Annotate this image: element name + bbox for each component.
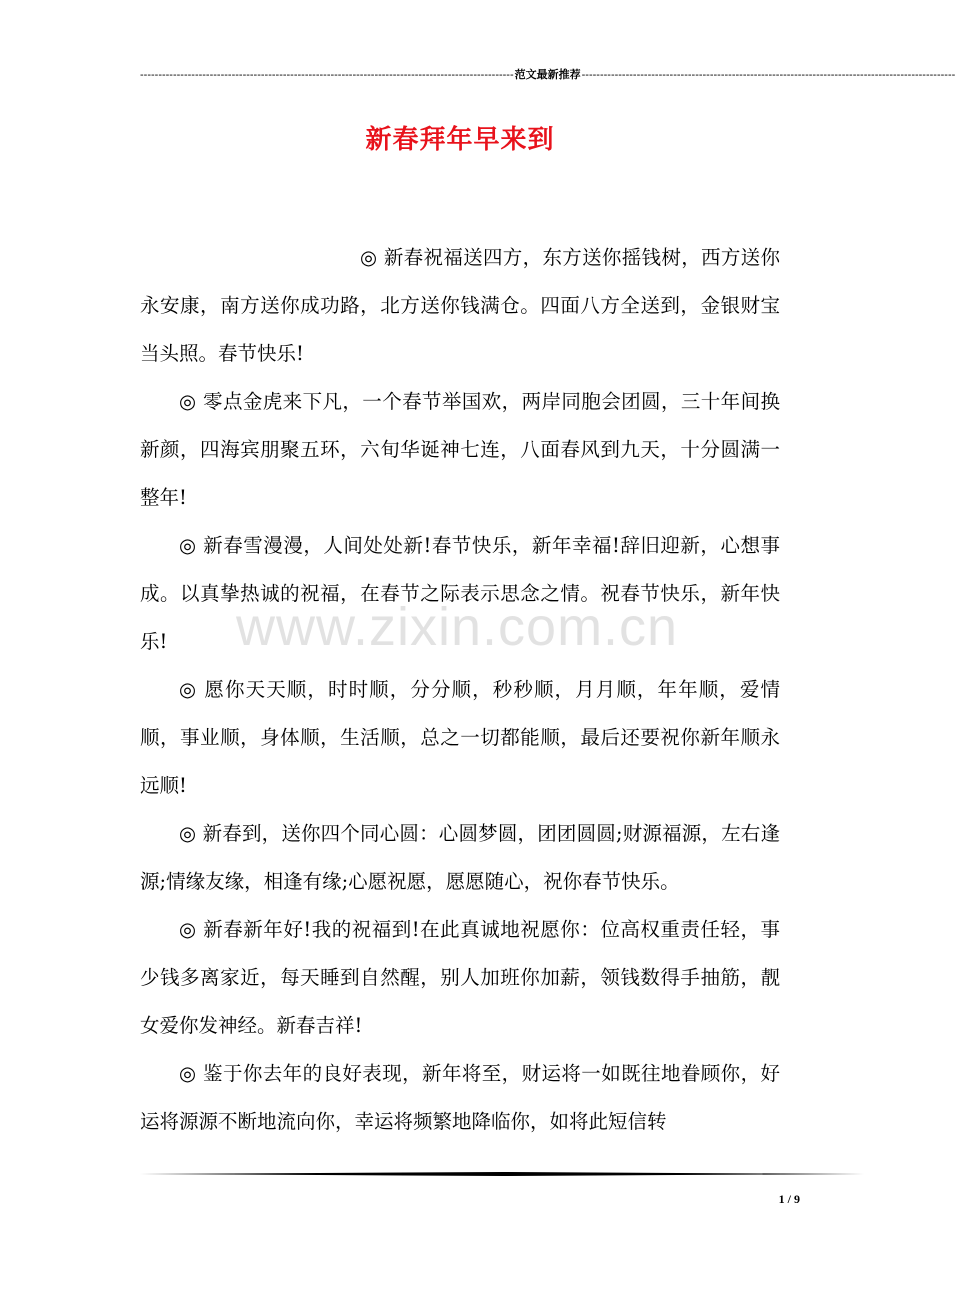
header-rule-right: ------------------------------------------------------------------------------------------------------ <box>581 69 955 81</box>
paragraph-3: ◎ 新春雪漫漫，人间处处新!春节快乐，新年幸福!辞旧迎新，心想事成。以真挚热诚的祝福，在春节之际表示思念之情。祝春节快乐，新年快乐! <box>140 534 780 653</box>
page-header <box>140 66 955 84</box>
document-title: 新春拜年早来到 <box>365 125 555 155</box>
paragraph-5: ◎ 新春到，送你四个同心圆：心圆梦圆，团团圆圆;财源福源，左右逢源;情缘友缘，相逢有缘;心愿祝愿，愿愿随心，祝你春节快乐。 <box>140 822 780 893</box>
paragraph-7: ◎ 鉴于你去年的良好表现，新年将至，财运将一如既往地眷顾你，好运将源源不断地流向你，幸运将频繁地降临你，如将此短信转 <box>140 1062 780 1133</box>
footer-rule <box>140 1172 864 1176</box>
page-number: 1 / 9 <box>778 1192 800 1206</box>
document-body <box>140 234 780 1146</box>
paragraph-1: ◎ 新春祝福送四方，东方送你摇钱树，西方送你永安康，南方送你成功路，北方送你钱满仓。四面八方全送到，金银财宝当头照。春节快乐! <box>140 246 780 365</box>
paragraph-6: ◎ 新春新年好!我的祝福到!在此真诚地祝愿你：位高权重责任轻，事少钱多离家近，每天睡到自然醒，别人加班你加薪，领钱数得手抽筋，靓女爱你发神经。新春吉祥! <box>140 918 780 1037</box>
watermark: www.zixin.com.cn <box>236 597 679 657</box>
header-label: 范文最新推荐 <box>514 69 581 81</box>
paragraph-4: ◎ 愿你天天顺，时时顺，分分顺，秒秒顺，月月顺，年年顺，爱情顺，事业顺，身体顺，生活顺，总之一切都能顺，最后还要祝你新年顺永远顺! <box>140 678 780 797</box>
paragraph-2: ◎ 零点金虎来下凡，一个春节举国欢，两岸同胞会团圆，三十年间换新颜，四海宾朋聚五环，六旬华诞神七连，八面春风到九天，十分圆满一整年! <box>140 390 780 509</box>
header-rule-left: ------------------------------------------------------------------------------------------------------ <box>140 69 514 81</box>
